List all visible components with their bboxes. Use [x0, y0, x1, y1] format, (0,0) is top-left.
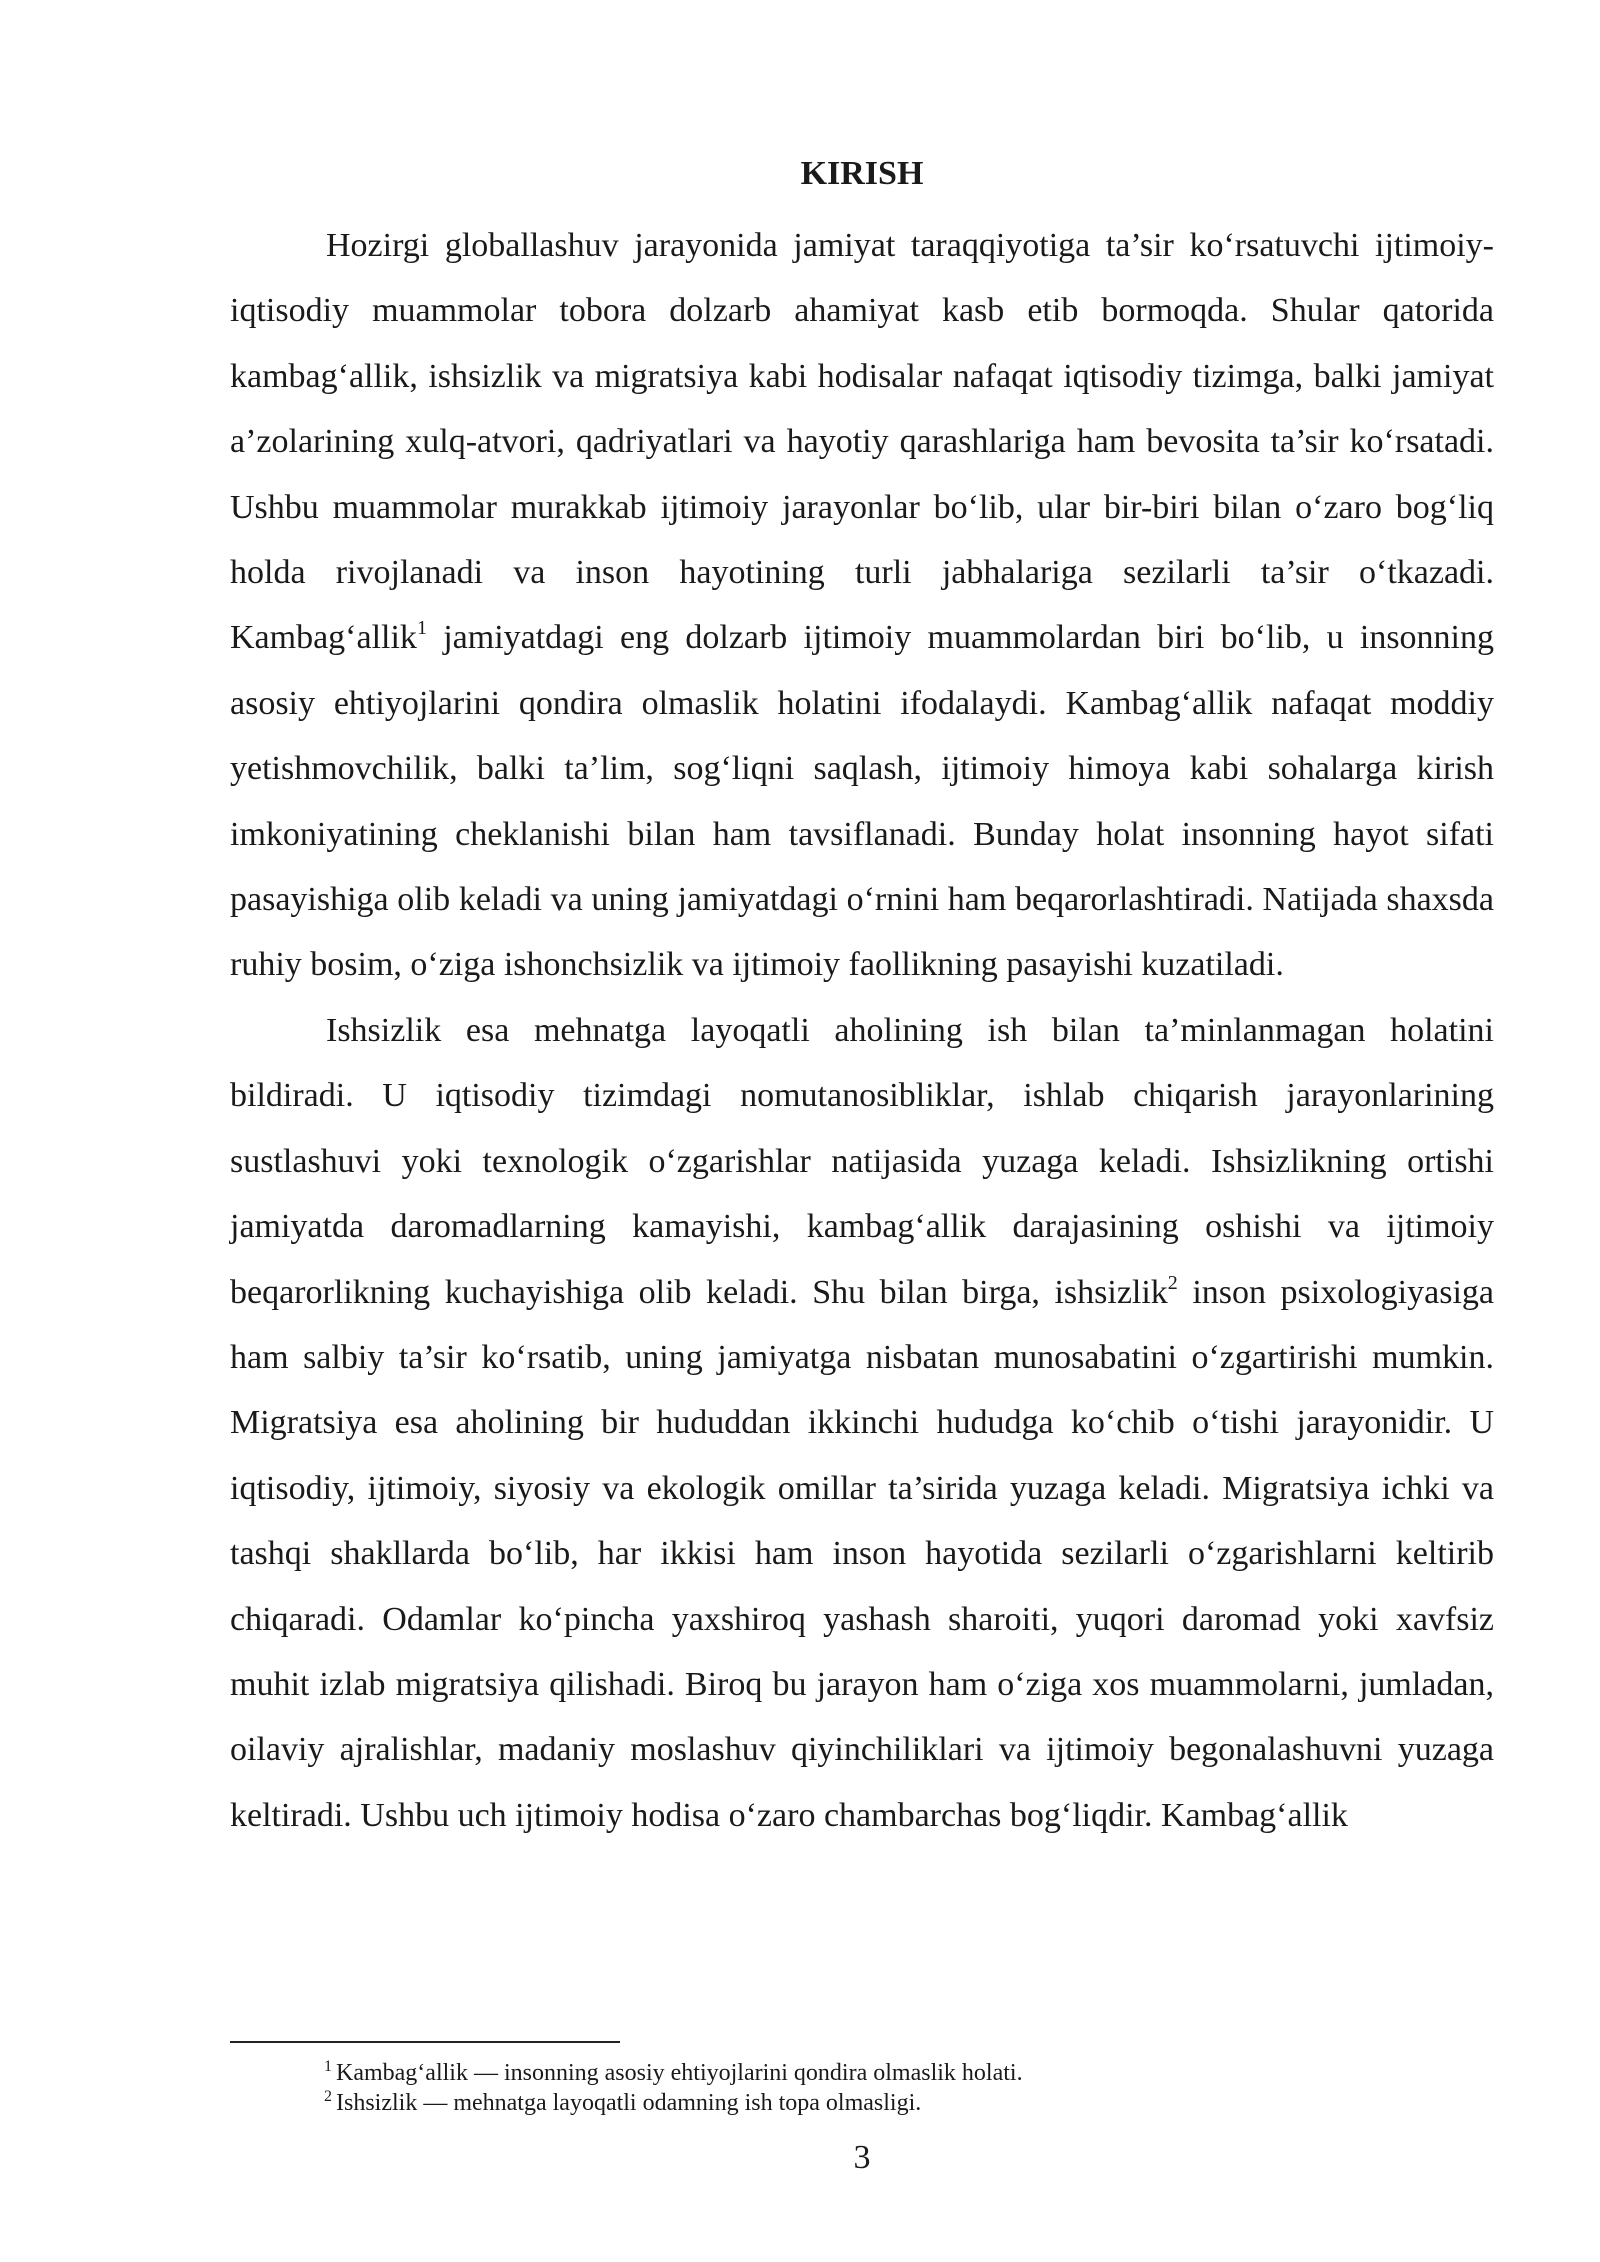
footnote-text: Ishsizlik — mehnatga layoqatli odamning ish topa olmasligi.: [336, 2090, 922, 2116]
footnote-marker: 2: [324, 2088, 332, 2105]
paragraph-unemployment: [230, 998, 1494, 1848]
paragraph-introduction: [230, 213, 1494, 998]
footnote-reference-2[interactable]: 2: [1167, 1271, 1178, 1294]
footnote-text: Kambag‘allik — insonning asosiy ehtiyojlarini qondira olmaslik holati.: [336, 2060, 1023, 2086]
body-text: [230, 213, 1494, 1848]
page-number: 3: [853, 2139, 871, 2176]
footnote-reference-1[interactable]: 1: [416, 617, 427, 640]
footnote-1: [324, 2058, 1494, 2088]
paragraph-text: Ishsizlik esa mehnatga layoqatli aholining ish bilan ta’minlanmagan holatini bildiradi. U iqtisodiy tizimdagi nomutanosibliklar, ishlab chiqarish jarayonlarining sustlashuvi yoki texnologik o‘zgarishlar natijasida yuzaga keladi. Ishsizlikning ortishi jamiyatda daromadlarning kamayishi, kambag‘allik darajasining oshishi va ijtimoiy beqarorlikning kuchayishiga olib keladi. Shu bilan birga, ishsizlik: [230, 1011, 1494, 1311]
footnote-2: [324, 2088, 1494, 2118]
paragraph-text: jamiyatdagi eng dolzarb ijtimoiy muammolardan biri bo‘lib, u insonning asosiy ehtiyojlarini qondira olmaslik holatini ifodalaydi. Kambag‘allik nafaqat moddiy yetishmovchilik, balki ta’lim, sog‘liqni saqlash, ijtimoiy himoya kabi sohalarga kirish imkoniyatining cheklanishi bilan ham tavsiflanadi. Bunday holat insonning hayot sifati pasayishiga olib keladi va uning jamiyatdagi o‘rnini ham beqarorlashtiradi. Natijada shaxsda ruhiy bosim, o‘ziga ishonchsizlik va ijtimoiy faollikning pasayishi kuzatiladi.: [230, 619, 1494, 984]
footnote-separator: [230, 2041, 620, 2043]
paragraph-text: inson psixologiyasiga ham salbiy ta’sir ko‘rsatib, uning jamiyatga nisbatan munosabatini o‘zgartirishi mumkin. Migratsiya esa aholining bir hududdan ikkinchi hududga ko‘chib o‘tishi jarayonidir. U iqtisodiy, ijtimoiy, siyosiy va ekologik omillar ta’sirida yuzaga keladi. Migratsiya ichki va tashqi shakllarda bo‘lib, har ikkisi ham inson hayotida sezilarli o‘zgarishlarni keltirib chiqaradi. Odamlar ko‘pincha yaxshiroq yashash sharoiti, yuqori daromad yoki xavfsiz muhit izlab migratsiya qilishadi. Biroq bu jarayon ham o‘ziga xos muammolarni, jumladan, oilaviy ajralishlar, madaniy moslashuv qiyinchiliklari va ijtimoiy begonalashuvni yuzaga keltiradi. Ushbu uch ijtimoiy hodisa o‘zaro chambarchas bog‘liqdir. Kambag‘allik: [230, 1273, 1494, 1834]
paragraph-text: Hozirgi globallashuv jarayonida jamiyat taraqqiyotiga ta’sir ko‘rsatuvchi ijtimoiy-iqtisodiy muammolar tobora dolzarb ahamiyat kasb etib bormoqda. Shular qatorida kambag‘allik, ishsizlik va migratsiya kabi hodisalar nafaqat iqtisodiy tizimga, balki jamiyat a’zolarining xulq-atvori, qadriyatlari va hayotiy qarashlariga ham bevosita ta’sir ko‘rsatadi. Ushbu muammolar murakkab ijtimoiy jarayonlar bo‘lib, ular bir-biri bilan o‘zaro bog‘liq holda rivojlanadi va inson hayotining turli jabhalariga sezilarli ta’sir o‘tkazadi. Kambag‘allik: [230, 227, 1494, 657]
footnotes: [324, 2058, 1494, 2118]
page-title: KIRISH: [800, 155, 924, 192]
footnote-marker: 1: [324, 2058, 332, 2075]
